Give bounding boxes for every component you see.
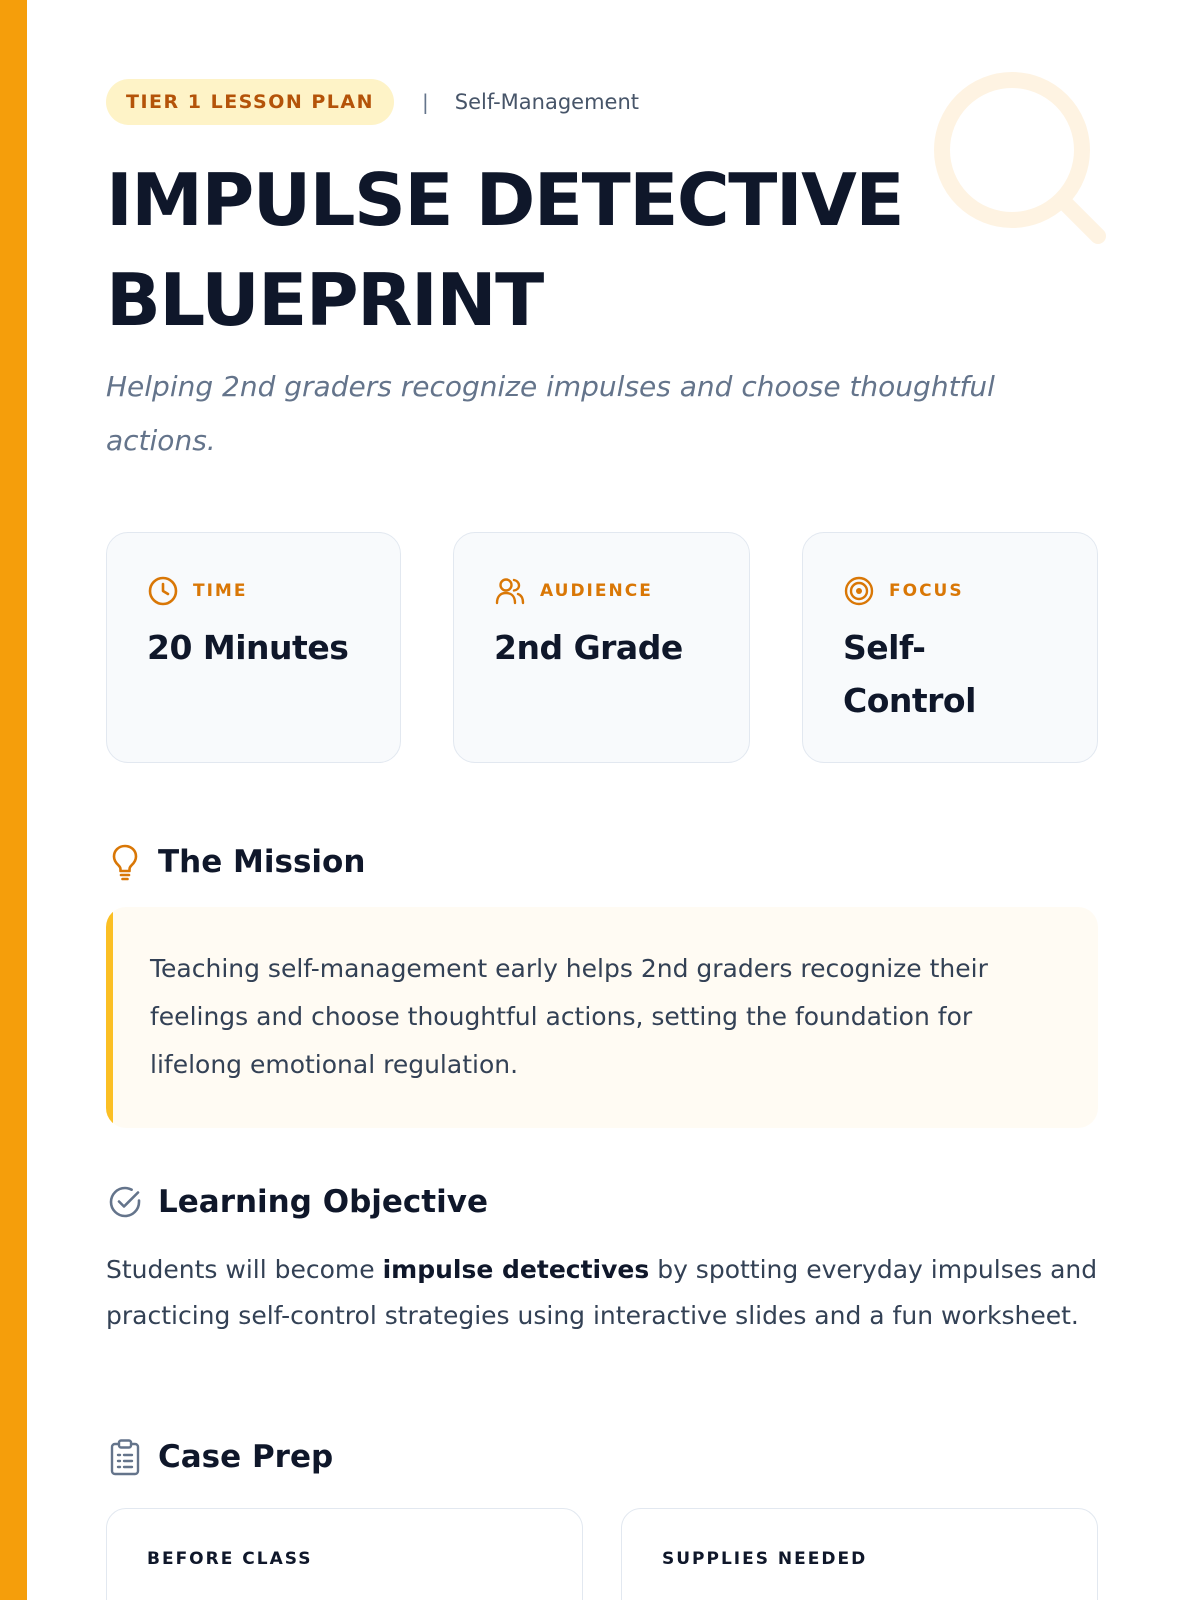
prep-card-label: SUPPLIES NEEDED xyxy=(662,1549,868,1569)
prep-card-label: BEFORE CLASS xyxy=(147,1549,313,1569)
page-title xyxy=(106,150,986,350)
info-cards xyxy=(106,532,1098,763)
mission-text: Teaching self-management early helps 2nd graders recognize their feelings and choose thoughtful actions, setting the foundation for lifelong emotional regulation. xyxy=(150,954,988,1079)
objective-text-end: by spotting everyday impulses and practicing self-control strategies using interactive slides and a fun worksheet. xyxy=(106,1255,1098,1330)
clock-icon xyxy=(147,575,179,607)
users-icon xyxy=(494,575,526,607)
meta-row xyxy=(106,78,639,126)
left-accent-bar xyxy=(0,0,27,1600)
card-value: 20 Minutes xyxy=(147,628,349,667)
case-prep-heading xyxy=(106,1438,333,1476)
section-title: Learning Objective xyxy=(158,1184,488,1220)
objective-heading xyxy=(106,1183,488,1221)
page-subtitle: Helping 2nd graders recognize impulses and choose thoughtful actions. xyxy=(106,370,995,457)
card-value: 2nd Grade xyxy=(494,628,683,667)
mission-heading xyxy=(106,843,365,881)
check-circle-icon xyxy=(106,1183,144,1221)
tier-badge: TIER 1 LESSON PLAN xyxy=(106,79,394,125)
objective-text xyxy=(106,1247,1098,1339)
objective-text-emphasis: impulse detectives xyxy=(382,1255,650,1284)
target-icon xyxy=(843,575,875,607)
objective-text-start: Students will become xyxy=(106,1255,383,1284)
card-value: Self-Control xyxy=(843,628,976,720)
lightbulb-icon xyxy=(106,843,144,881)
meta-separator: | xyxy=(422,90,429,114)
card-label: AUDIENCE xyxy=(540,581,653,601)
prep-card-supplies xyxy=(621,1508,1098,1600)
info-card-time xyxy=(106,532,401,763)
info-card-audience xyxy=(453,532,750,763)
card-label: TIME xyxy=(193,581,248,601)
section-title: Case Prep xyxy=(158,1439,334,1475)
title-line-1: IMPULSE DETECTIVE xyxy=(106,158,904,242)
prep-card-before-class xyxy=(106,1508,583,1600)
card-label: FOCUS xyxy=(889,581,964,601)
info-card-focus xyxy=(802,532,1098,763)
clipboard-icon xyxy=(106,1438,144,1476)
section-title: The Mission xyxy=(158,844,366,880)
mission-callout xyxy=(106,907,1098,1128)
title-line-2: BLUEPRINT xyxy=(106,258,543,342)
category-label: Self-Management xyxy=(454,90,639,114)
